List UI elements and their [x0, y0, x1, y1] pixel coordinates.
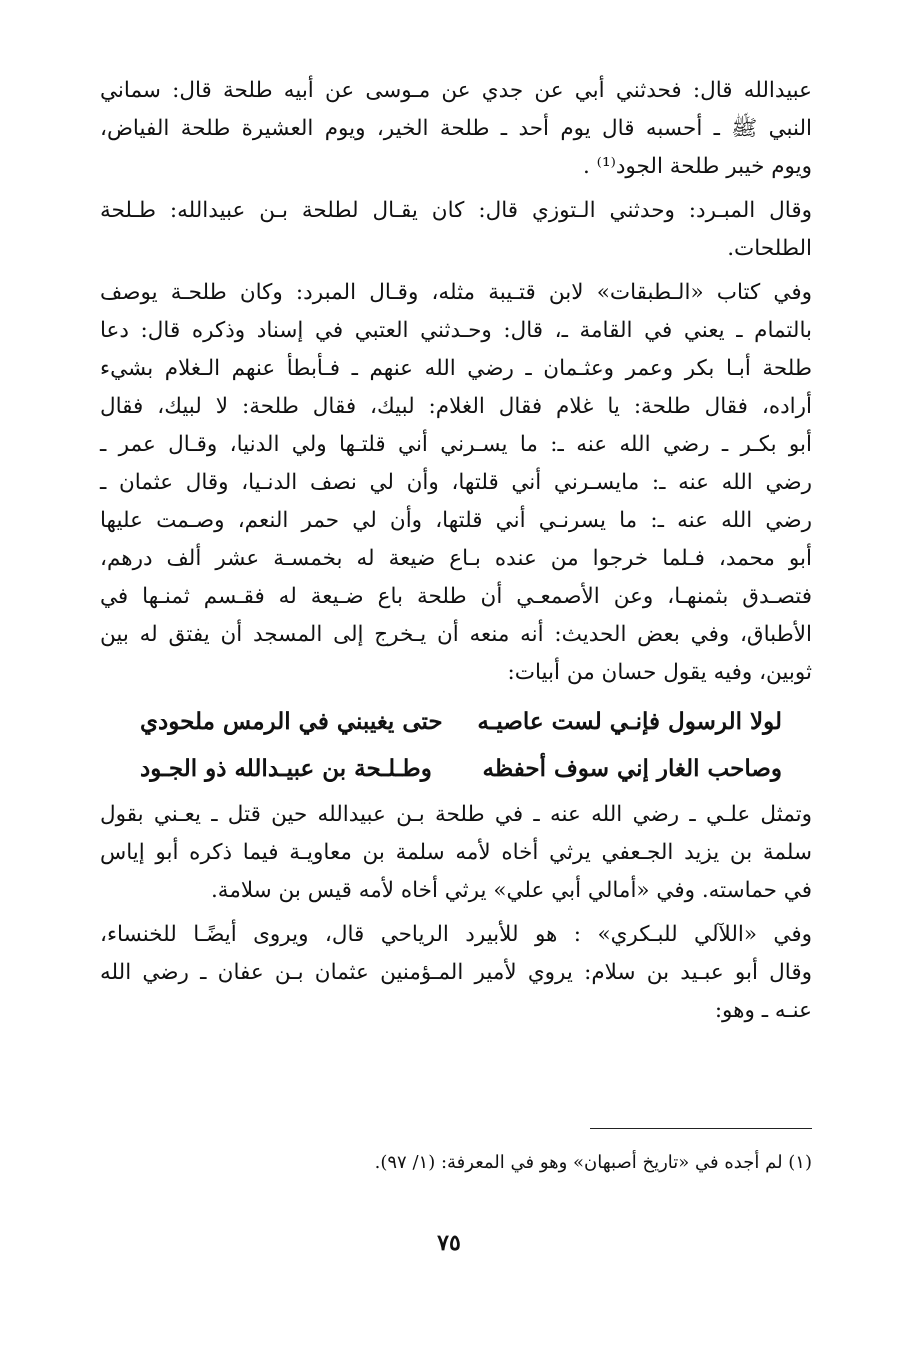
text-line: أبو بكـر ـ رضي الله عنه ـ: ما يسـرني أني قلتـها ولي الدنيا، وقـال عمر ـ — [100, 432, 812, 457]
main-text — [100, 72, 812, 1036]
paragraph-4 — [100, 796, 812, 910]
text-line: سلمة بن يزيد الجـعفي يرثي أخاه لأمه سلمة بن معاويـة فيما ذكره أبو إياس — [100, 840, 812, 865]
paragraph-3 — [100, 274, 812, 692]
text-line: ويوم خيبر طلحة الجود⁽¹⁾ . — [583, 154, 812, 179]
paragraph-5 — [100, 916, 812, 1030]
text-line: وفي «اللآلي للبـكري» : هو للأبيرد الرياحي قال، ويروى أيضًـا للخنساء، — [100, 922, 812, 947]
text-line: وتمثل علـي ـ رضي الله عنه ـ في طلحة بـن عبيدالله حين قتل ـ يعـني بقول — [100, 802, 812, 827]
text-line: رضي الله عنه ـ: مايسـرني أني قلتها، وأن لي نصف الدنـيا، وقال عثمان ـ — [100, 470, 812, 495]
poem-verse — [100, 745, 812, 792]
verse-first-hemistich: لولا الرسول فإنـي لست عاصيـه — [477, 708, 782, 735]
text-line: أبو محمد، فـلما خرجوا من عنده بـاع ضيعة له بخمسـة عشر ألف درهم، — [100, 546, 812, 571]
text-line: وقال المبـرد: وحدثني الـتوزي قال: كان يقـال لطلحة بـن عبيدالله: طـلحة — [100, 198, 812, 223]
text-line: طلحة أبـا بكر وعمر وعثـمان ـ رضي الله عنهم ـ فـأبطأ عنهم الـغلام بشيء — [100, 356, 812, 381]
text-line: عبيدالله قال: فحدثني أبي عن جدي عن مـوسى عن أبيه طلحة قال: سماني — [100, 78, 812, 103]
text-line: وقال أبو عبـيد بن سلام: يروي لأمير المـؤمنين عثمان بـن عفان ـ رضي الله — [100, 960, 812, 985]
text-line: ثوبين، وفيه يقول حسان من أبيات: — [507, 660, 812, 685]
text-line: أراده، فقال طلحة: يا غلام فقال الغلام: لبيك، فقال طلحة: لا لبيك، فقال — [100, 394, 812, 419]
text-line: فتصـدق بثمنهـا، وعن الأصمعـي أن طلحة باع ضـيعة له فقـسم ثمنـها في — [100, 584, 812, 609]
text-line: الطلحات. — [727, 236, 812, 261]
text-line: وفي كتاب «الـطبقات» لابن قتـيبة مثله، وقـال المبرد: وكان طلحـة يوصف — [100, 280, 812, 305]
verse-second-hemistich: حتى يغيبني في الرمس ملحودي — [140, 708, 443, 735]
paragraph-2 — [100, 192, 812, 268]
text-line: النبي ﷺ ـ أحسبه قال يوم أحد ـ طلحة الخير، ويوم العشيرة طلحة الفياض، — [100, 116, 812, 141]
verse-first-hemistich: وصاحب الغار إني سوف أحفظه — [482, 755, 782, 782]
text-line: عنـه ـ وهو: — [714, 998, 812, 1023]
poem-verse — [100, 698, 812, 745]
text-line: في حماسته. وفي «أمالي أبي علي» يرثي أخاه لأمه قيس بن سلامة. — [210, 878, 812, 903]
footnote-separator — [590, 1128, 812, 1129]
text-line: الأطباق، وفي بعض الحديث: أنه منعه أن يـخرج إلى المسجد أن يفتق له بين — [100, 622, 812, 647]
paragraph-1 — [100, 72, 812, 186]
poem — [100, 698, 812, 792]
verse-second-hemistich: وطـلـحة بن عبيـدالله ذو الجـود — [140, 755, 432, 782]
text-line: رضي الله عنه ـ: ما يسرنـي أني قلتها، وأن لي حمر النعم، وصـمت عليها — [100, 508, 812, 533]
page-number: ٧٥ — [437, 1230, 461, 1256]
text-line: بالتمام ـ يعني في القامة ـ، قال: وحـدثني العتبي في إسناد وذكره قال: دعا — [100, 318, 812, 343]
footnote: (١) لم أجده في «تاريخ أصبهان» وهو في المعرفة: (١/ ٩٧). — [374, 1152, 812, 1173]
